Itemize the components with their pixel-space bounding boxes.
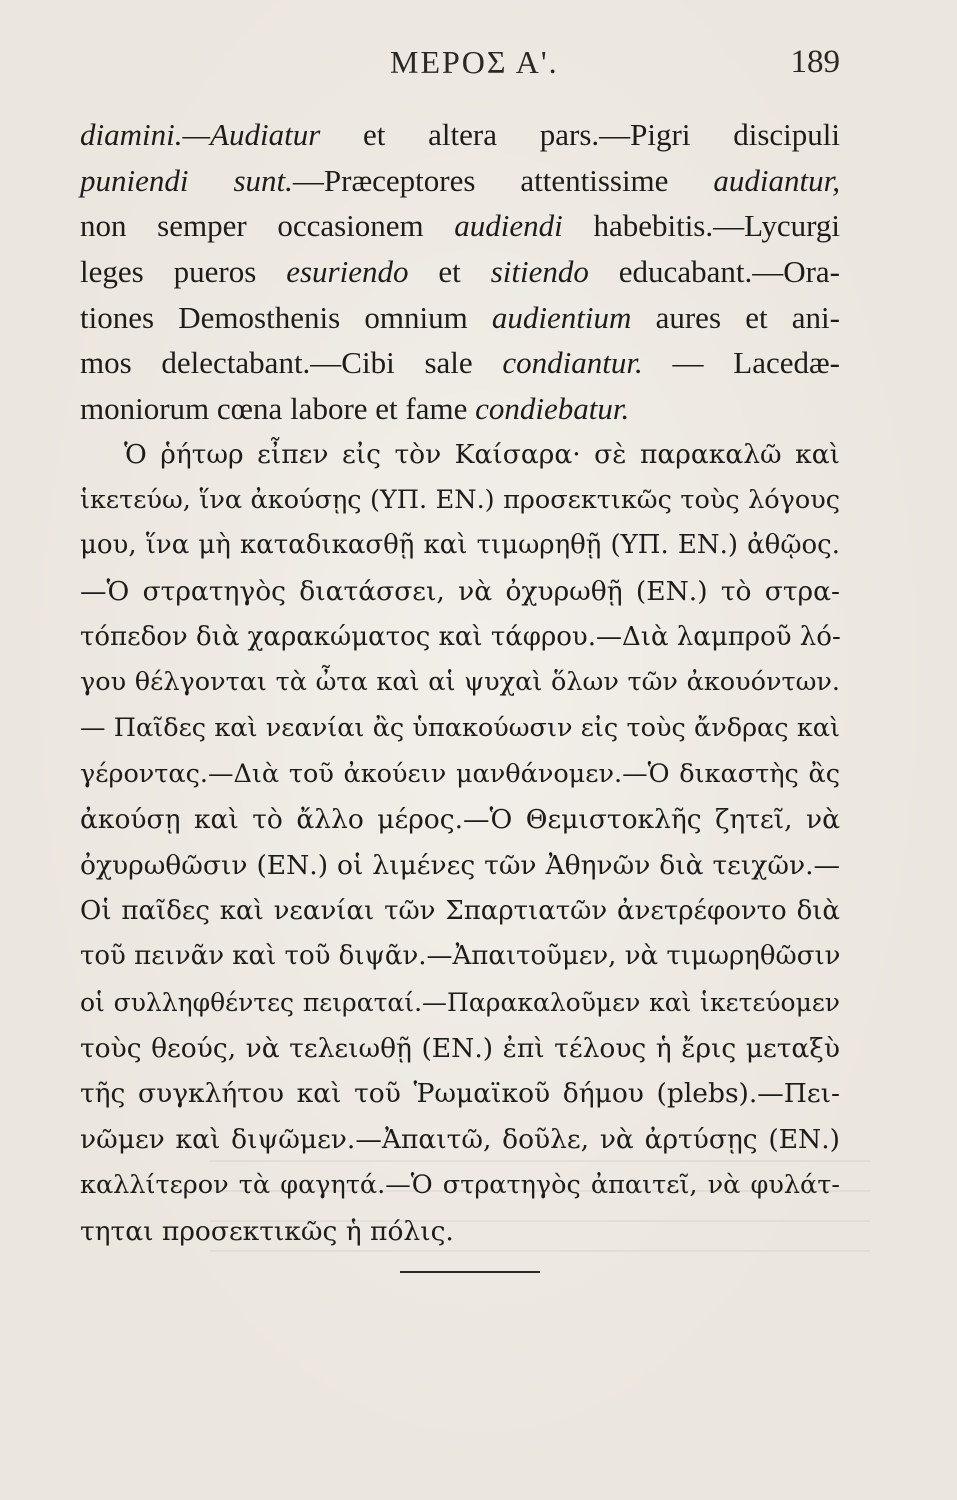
text-segment: μου, ἵνα μὴ καταδικασθῇ καὶ τιμωρηθῇ (ΥΠ. ΕΝ.) ἀθῷος.: [80, 530, 840, 561]
text-segment: et altera pars.—Pigri discipuli: [320, 117, 840, 152]
text-segment: — Lacedæ-: [642, 345, 840, 381]
text-segment: Ὁ ῥήτωρ εἶπεν εἰς τὸν Καίσαρα· σὲ παρακαλῶ καὶ: [124, 438, 840, 470]
text-line: [80, 752, 840, 798]
italic-text: condiebatur.: [475, 391, 630, 427]
text-segment: ὀχυρωθῶσιν (ΕΝ.) οἱ λιμένες τῶν Ἀθηνῶν διὰ τειχῶν.—: [80, 850, 840, 881]
text-line: [80, 706, 840, 752]
text-segment: τηται προσεκτικῶς ἡ πόλις.: [80, 1215, 454, 1247]
text-line: [80, 1117, 840, 1163]
text-segment: ἀκούσῃ καὶ τὸ ἄλλο μέρος.—Ὁ Θεμιστοκλῆς ζητεῖ, νὰ: [80, 804, 840, 836]
text-line: [80, 615, 840, 661]
text-segment: Οἱ παῖδες καὶ νεανίαι τῶν Σπαρτιατῶν ἀνετρέφοντο διὰ: [80, 895, 840, 926]
italic-text: sitiendo: [490, 254, 589, 290]
text-line: [80, 158, 840, 204]
text-segment: γου θέλγονται τὰ ὦτα καὶ αἱ ψυχαὶ ὅλων τῶν ἀκουόντων.: [80, 667, 840, 698]
text-segment: aures et ani-: [631, 299, 840, 335]
page-number: 189: [790, 44, 840, 80]
text-segment: γέροντας.—Διὰ τοῦ ἀκούειν μανθάνομεν.—Ὁ δικαστὴς ἂς: [80, 758, 840, 789]
text-line: [80, 523, 840, 569]
text-segment: τόπεδον διὰ χαρακώματος καὶ τάφρου.—Διὰ λαμπροῦ λό-: [80, 621, 841, 652]
text-segment: οἱ συλληφθέντες πειραταί.—Παρακαλοῦμεν καὶ ἱκετεύομεν: [80, 988, 840, 1018]
page-header: [80, 44, 840, 92]
text-segment: καλλίτερον τὰ φαγητά.—Ὁ στρατηγὸς ἀπαιτεῖ, νὰ φυλάτ-: [80, 1169, 840, 1200]
text-line: [80, 386, 840, 432]
text-line: [80, 112, 840, 158]
italic-text: condiantur.: [502, 345, 643, 381]
text-segment: — Παῖδες καὶ νεανίαι ἂς ὑπακούωσιν εἰς τοὺς ἄνδρας καὶ: [80, 712, 840, 743]
text-line: [80, 889, 840, 935]
text-line: [80, 797, 840, 843]
text-segment: leges pueros: [80, 254, 287, 290]
text-segment: et: [408, 254, 491, 290]
section-rule: [400, 1271, 540, 1273]
text-line: [80, 569, 840, 615]
italic-text: audiendi: [454, 208, 563, 244]
text-segment: τοὺς θεούς, νὰ τελειωθῇ (ΕΝ.) ἐπὶ τέλους ἡ ἔρις μεταξὺ: [80, 1032, 840, 1064]
text-segment: educabant.—Ora-: [588, 254, 840, 290]
text-line: [80, 249, 840, 295]
text-segment: νῶμεν καὶ διψῶμεν.—Ἀπαιτῶ, δοῦλε, νὰ ἀρτύσῃς (ΕΝ.): [80, 1124, 840, 1156]
text-segment: non semper occasionem: [80, 208, 455, 244]
italic-text: diamini.—Audiatur: [80, 117, 321, 152]
text-line: [80, 478, 840, 524]
bleed-through-shadow: [210, 1160, 870, 1280]
text-line: [80, 660, 840, 706]
text-segment: —Præceptores attentissime: [292, 162, 714, 198]
italic-text: esuriendo: [286, 254, 409, 290]
italic-text: audiantur,: [713, 162, 840, 198]
body-text: [80, 112, 840, 1254]
text-line: [80, 295, 840, 341]
text-line: [80, 340, 840, 386]
italic-text: audientium: [491, 299, 632, 335]
text-segment: ἱκετεύω, ἵνα ἀκούσῃς (ΥΠ. ΕΝ.) προσεκτικῶς τοὺς λόγους: [80, 484, 840, 515]
text-segment: τῆς συγκλήτου καὶ τοῦ Ῥωμαϊκοῦ δήμου (plebs).—Πει-: [80, 1078, 840, 1110]
text-line: [80, 934, 840, 980]
text-line: [80, 1026, 840, 1072]
text-line: [80, 843, 840, 889]
text-line: [80, 980, 840, 1026]
text-segment: moniorum cœna labore et fame: [80, 391, 476, 427]
running-head: ΜΕΡΟΣ Α'.: [390, 44, 559, 80]
text-segment: tiones Demosthenis omnium: [80, 299, 492, 335]
text-line: [80, 1071, 840, 1117]
text-line: [80, 203, 840, 249]
text-segment: —Ὁ στρατηγὸς διατάσσει, νὰ ὀχυρωθῇ (ΕΝ.) τὸ στρα-: [80, 575, 840, 607]
italic-text: puniendi sunt.: [80, 162, 293, 198]
text-segment: τοῦ πεινᾶν καὶ τοῦ διψᾶν.—Ἀπαιτοῦμεν, νὰ τιμωρηθῶσιν: [80, 941, 841, 972]
text-line: [80, 432, 840, 478]
text-segment: mos delectabant.—Cibi sale: [80, 345, 503, 381]
text-segment: habebitis.—Lycurgi: [562, 208, 840, 244]
